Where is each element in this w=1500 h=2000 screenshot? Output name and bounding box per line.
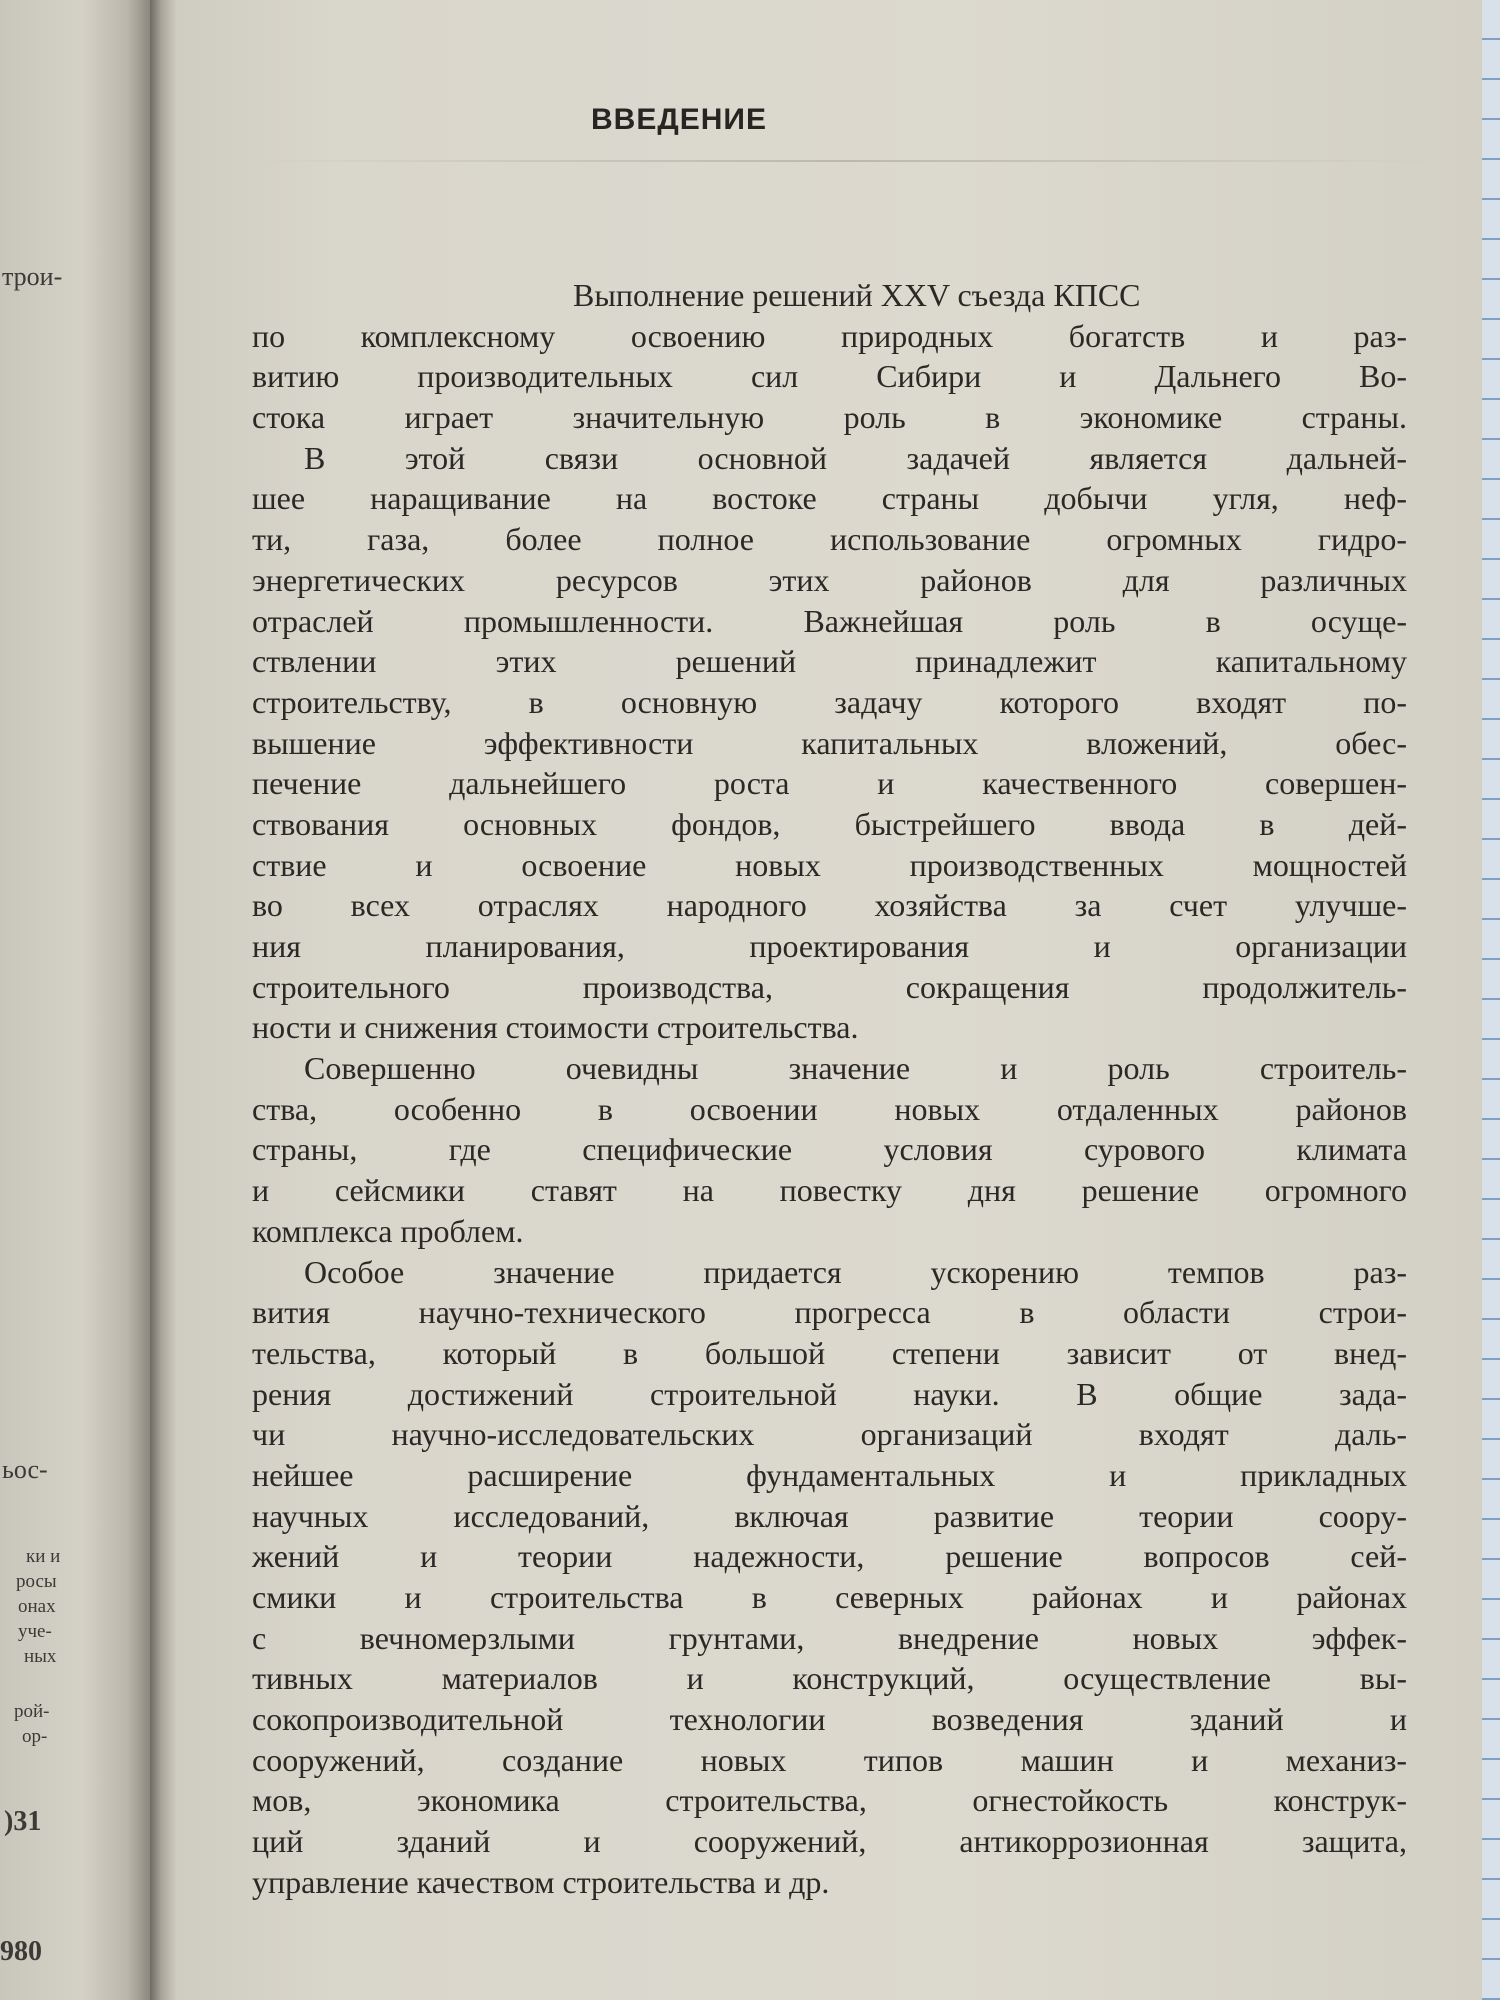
text-line: во всех отраслях народного хозяйства за счет улучше-: [252, 887, 1407, 924]
right-page: [176, 0, 1482, 2000]
text-line: ния планирования, проектирования и организации: [252, 928, 1407, 964]
text-line: и сейсмики ставят на повестку дня решение огромного: [252, 1172, 1407, 1209]
book-gutter: [150, 0, 176, 2000]
margin-fragment: уче-: [18, 1621, 52, 1642]
margin-fragment: 980: [0, 1936, 42, 1967]
text-line: ствие и освоение новых производственных мощностей: [252, 846, 1407, 883]
text-line: ций зданий и сооружений, антикоррозионная защита,: [252, 1823, 1407, 1860]
margin-fragment: росы: [16, 1571, 57, 1592]
text-line: управление качеством строительства и др.: [252, 1863, 830, 1900]
margin-fragment: ьос-: [2, 1455, 48, 1484]
text-line: сокопроизводительной технологии возведения зданий и: [252, 1701, 1407, 1738]
margin-fragment: трои-: [2, 262, 63, 291]
text-line: по комплексному освоению природных богатств и раз-: [252, 317, 1407, 354]
text-line: сооружений, создание новых типов машин и механиз-: [252, 1741, 1407, 1778]
text-line: научных исследований, включая развитие теории соору-: [252, 1497, 1407, 1534]
text-line: Совершенно очевидны значение и роль строитель-: [304, 1050, 1407, 1087]
text-line: жений и теории надежности, решение вопросов сей-: [252, 1538, 1407, 1575]
text-line: Выполнение решений XXV съезда КПСС: [573, 277, 1141, 313]
text-line: ти, газа, более полное использование огромных гидро-: [252, 521, 1407, 558]
text-line: витию производительных сил Сибири и Дальнего Во-: [252, 358, 1407, 395]
margin-fragment: рой-: [14, 1701, 50, 1722]
text-line: стока играет значительную роль в экономике страны.: [252, 399, 1407, 436]
paragraph-3: [252, 1048, 1407, 1251]
text-line: ности и снижения стоимости строительства.: [252, 1009, 859, 1046]
paragraph-2: [252, 438, 1407, 1048]
margin-fragment: ных: [24, 1646, 57, 1667]
margin-fragment: ки и: [26, 1546, 61, 1567]
text-line: нейшее расширение фундаментальных и прикладных: [252, 1456, 1407, 1493]
text-line: ства, особенно в освоении новых отдаленных районов: [252, 1090, 1407, 1127]
text-line: ствлении этих решений принадлежит капитальному: [252, 643, 1407, 680]
left-page: [0, 0, 150, 2000]
heading-rule: [256, 160, 1436, 162]
text-line: энергетических ресурсов этих районов для различных: [252, 561, 1407, 598]
notebook-edge: [1482, 0, 1500, 2000]
text-line: строительного производства, сокращения продолжитель-: [252, 968, 1407, 1005]
text-line: чи научно-исследовательских организаций входят даль-: [252, 1416, 1407, 1453]
text-line: тивных материалов и конструкций, осуществление вы-: [252, 1660, 1407, 1697]
text-line: отраслей промышленности. Важнейшая роль в осуще-: [252, 602, 1407, 639]
text-line: с вечномерзлыми грунтами, внедрение новых эффек-: [252, 1619, 1407, 1656]
paragraph-4: [252, 1252, 1407, 1903]
text-line: страны, где специфические условия сурового климата: [252, 1131, 1407, 1168]
margin-fragment: ор-: [22, 1726, 48, 1747]
text-line: строительству, в основную задачу которого входят по-: [252, 683, 1407, 720]
text-line: В этой связи основной задачей является дальней-: [304, 439, 1407, 476]
body-text: [252, 275, 1407, 1903]
text-line: ствования основных фондов, быстрейшего ввода в дей-: [252, 805, 1407, 842]
text-line: шее наращивание на востоке страны добычи угля, неф-: [252, 480, 1407, 517]
text-line: смики и строительства в северных районах и районах: [252, 1579, 1407, 1615]
text-line: печение дальнейшего роста и качественного совершен-: [252, 765, 1407, 802]
margin-fragment: )31: [4, 1806, 42, 1837]
text-line: вития научно-технического прогресса в области строи-: [252, 1294, 1407, 1331]
paragraph-1: [252, 275, 1407, 438]
text-line: рения достижений строительной науки. В общие зада-: [252, 1375, 1407, 1412]
heading-text: ВВЕДЕНИЕ: [591, 103, 767, 136]
text-line: тельства, который в большой степени зависит от внед-: [252, 1334, 1407, 1371]
margin-fragment: онах: [18, 1596, 56, 1617]
text-line: комплекса проблем.: [252, 1212, 524, 1249]
text-line: мов, экономика строительства, огнестойкость конструк-: [252, 1782, 1407, 1819]
page-heading: [176, 103, 1482, 137]
text-line: Особое значение придается ускорению темпов раз-: [304, 1253, 1407, 1290]
text-line: вышение эффективности капитальных вложений, обес-: [252, 724, 1407, 761]
